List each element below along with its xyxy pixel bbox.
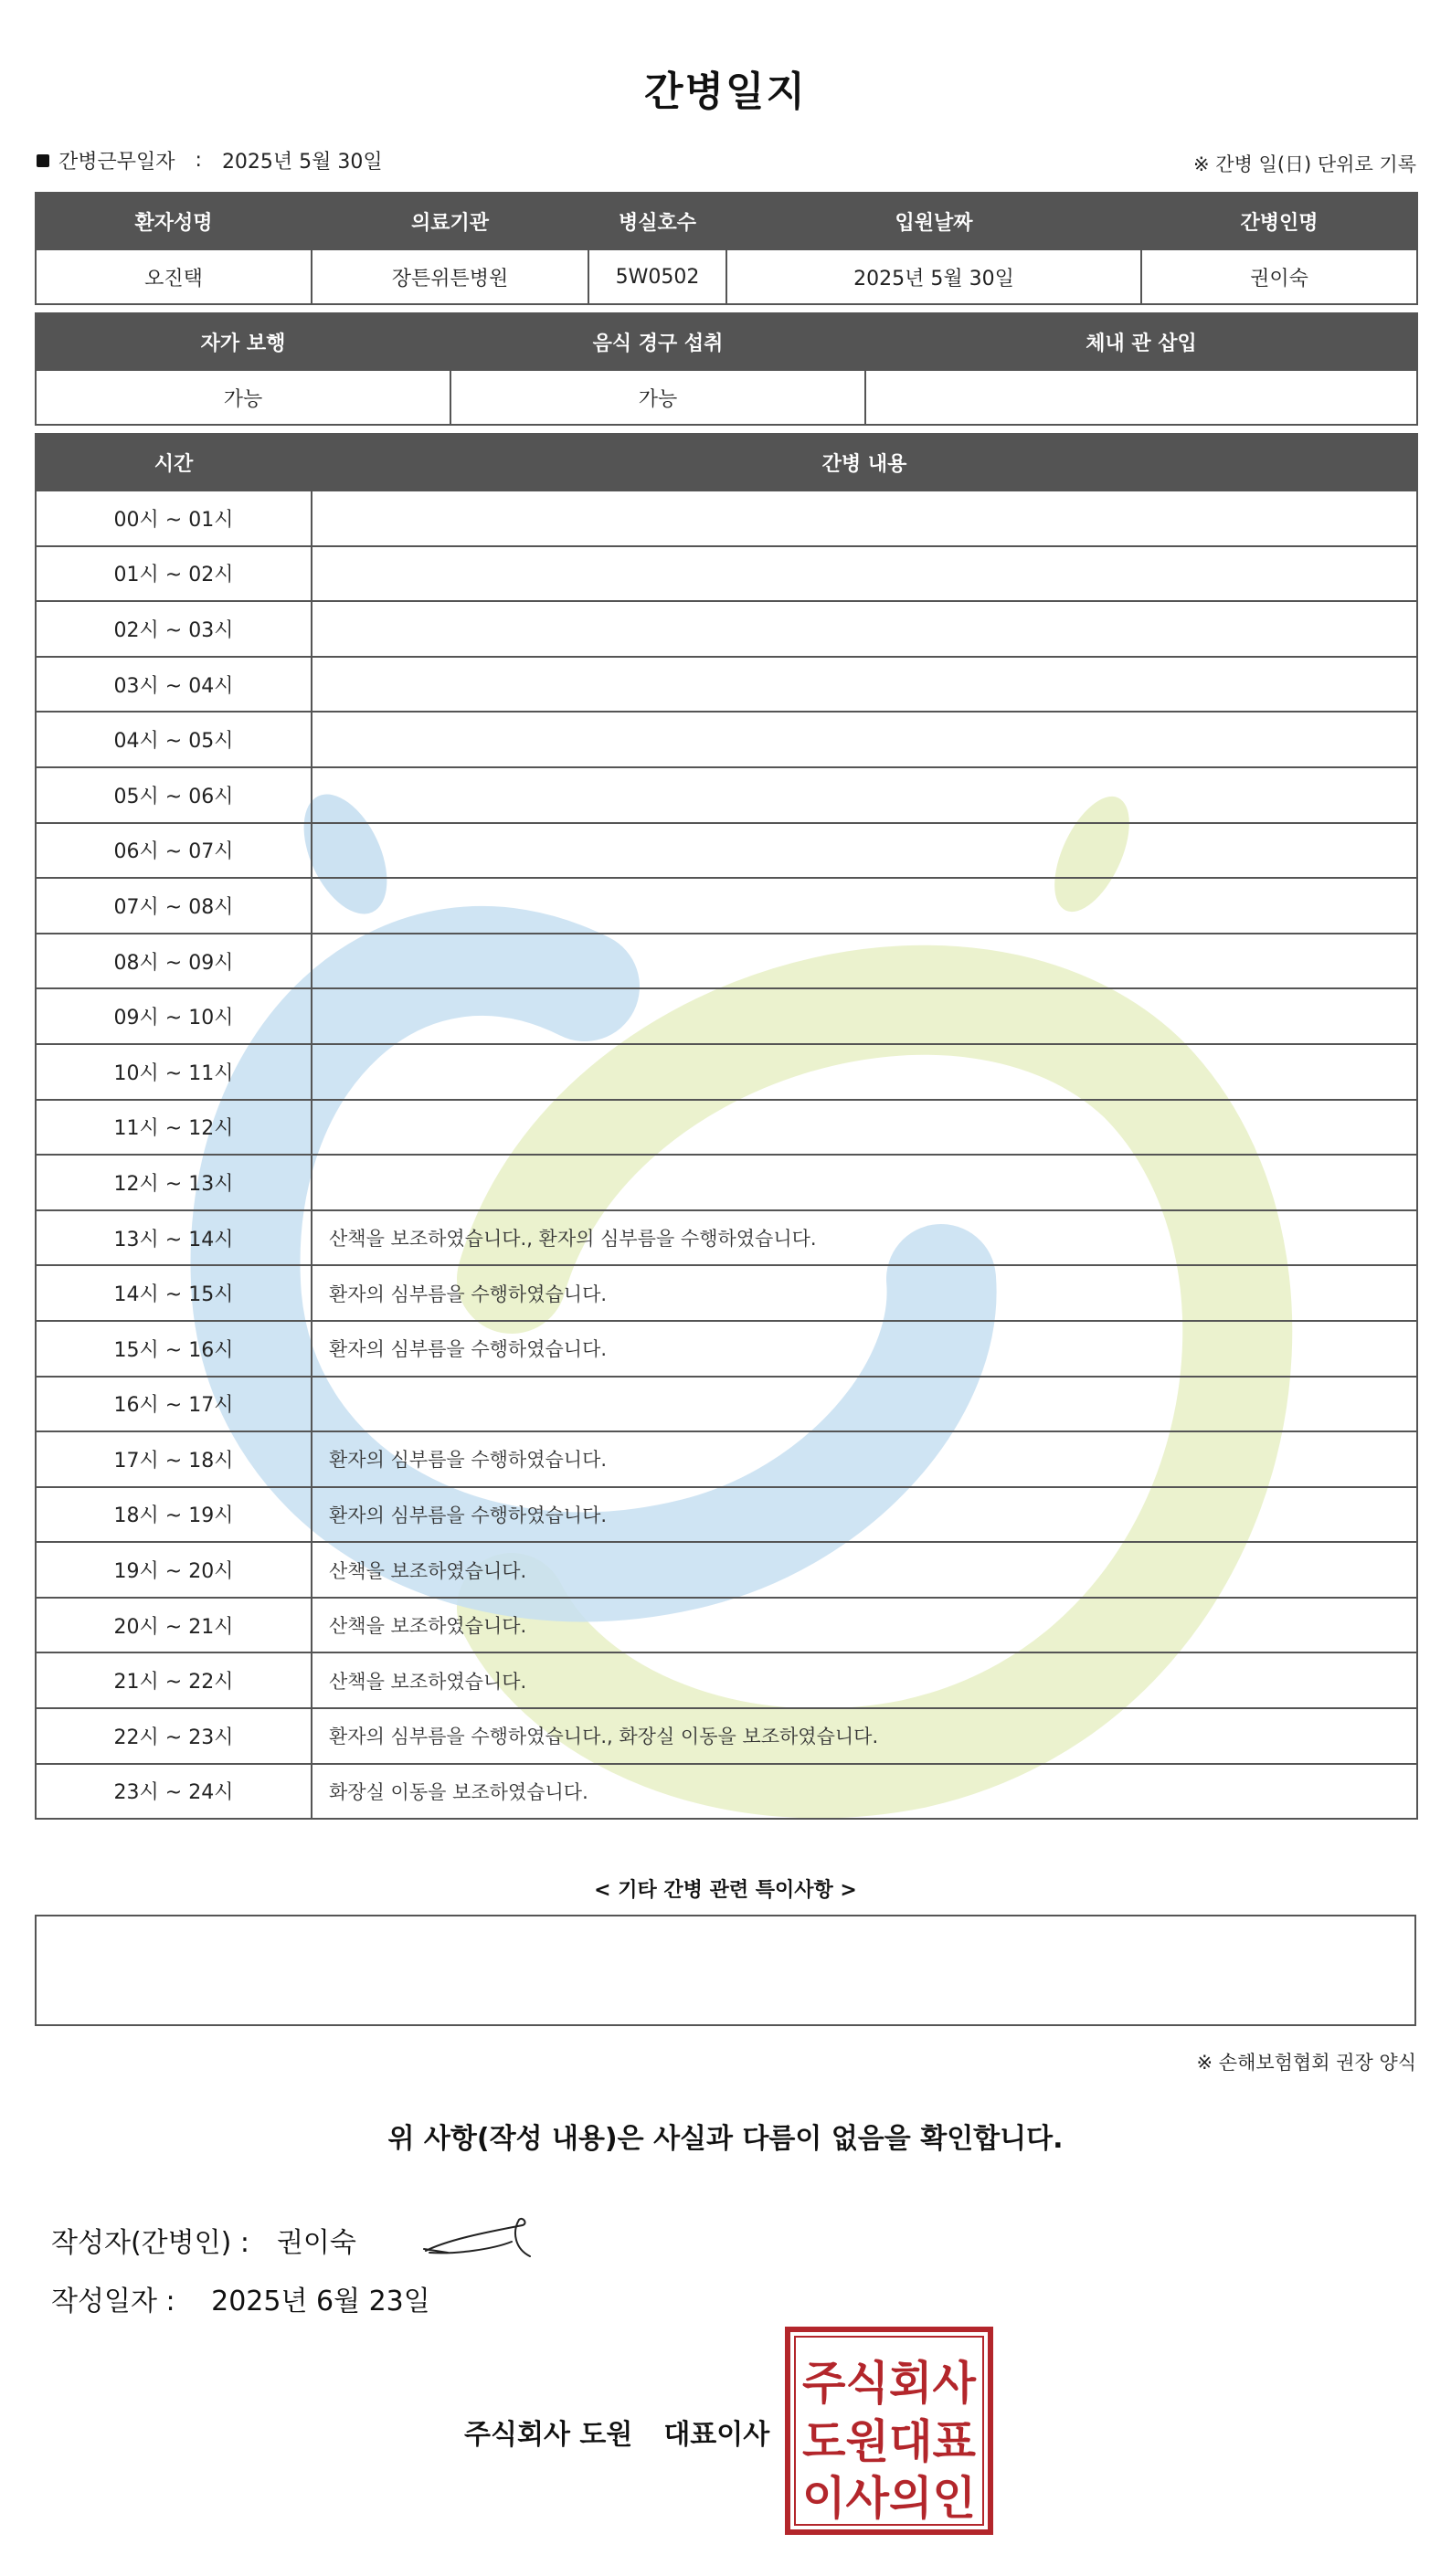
- patient-info-header-row: [36, 193, 1417, 249]
- table-row: [36, 878, 1417, 934]
- table-row: [36, 1431, 1417, 1487]
- written-date-value: 2025년 6월 23일: [211, 2286, 430, 2317]
- time-slot: 06시 ~ 07시: [36, 823, 312, 879]
- care-content: 환자의 심부름을 수행하였습니다.: [312, 1431, 1417, 1487]
- table-row: [36, 1542, 1417, 1598]
- time-slot: 10시 ~ 11시: [36, 1044, 312, 1100]
- care-content: 산책을 보조하였습니다., 환자의 심부름을 수행하였습니다.: [312, 1210, 1417, 1266]
- time-slot: 20시 ~ 21시: [36, 1598, 312, 1653]
- patient-name: 오진택: [36, 249, 312, 304]
- table-row: [36, 1487, 1417, 1543]
- table-row: [36, 1044, 1417, 1100]
- time-slot: 01시 ~ 02시: [36, 546, 312, 602]
- table-row: [36, 1377, 1417, 1432]
- care-content: 화장실 이동을 보조하였습니다.: [312, 1764, 1417, 1820]
- care-content: [312, 491, 1417, 546]
- table-row: [36, 1764, 1417, 1820]
- special-notes-heading: < 기타 간병 관련 특이사항 >: [594, 1879, 857, 1902]
- header-time: 시간: [36, 434, 312, 491]
- special-notes-box: [35, 1915, 1416, 2026]
- time-slot: 18시 ~ 19시: [36, 1487, 312, 1543]
- written-date-label: 작성일자 :: [51, 2286, 175, 2317]
- care-content: [312, 1100, 1417, 1156]
- time-slot: 07시 ~ 08시: [36, 878, 312, 934]
- ability-header-row: [36, 313, 1417, 370]
- header-self-walking: 자가 보행: [36, 313, 450, 370]
- self-walking-value: 가능: [36, 370, 450, 425]
- time-slot: 14시 ~ 15시: [36, 1265, 312, 1321]
- time-slot: 02시 ~ 03시: [36, 601, 312, 657]
- care-content: [312, 601, 1417, 657]
- care-content: 산책을 보조하였습니다.: [312, 1598, 1417, 1653]
- written-date-row: [51, 2278, 430, 2318]
- table-row: [36, 823, 1417, 879]
- time-slot: 19시 ~ 20시: [36, 1542, 312, 1598]
- care-content: [312, 823, 1417, 879]
- seal-line-1: 주식회사: [802, 2357, 977, 2410]
- meta-row: [35, 146, 1416, 177]
- care-content: 산책을 보조하였습니다.: [312, 1652, 1417, 1708]
- table-row: [36, 1598, 1417, 1653]
- time-slot: 22시 ~ 23시: [36, 1708, 312, 1764]
- header-room-number: 병실호수: [588, 193, 726, 249]
- log-body: [36, 491, 1417, 1819]
- table-row: [36, 767, 1417, 823]
- daily-record-note: ※ 간병 일(日) 단위로 기록: [1193, 153, 1416, 175]
- bullet-square-icon: [37, 154, 49, 167]
- table-row: [36, 601, 1417, 657]
- time-slot: 16시 ~ 17시: [36, 1377, 312, 1432]
- time-slot: 09시 ~ 10시: [36, 988, 312, 1044]
- table-row: [36, 1708, 1417, 1764]
- care-content: [312, 712, 1417, 767]
- table-row: [36, 1265, 1417, 1321]
- time-slot: 04시 ~ 05시: [36, 712, 312, 767]
- patient-info-table: [35, 192, 1418, 305]
- table-row: [36, 712, 1417, 767]
- seal-line-2: 도원대표: [802, 2415, 977, 2468]
- header-patient-name: 환자성명: [36, 193, 312, 249]
- time-slot: 08시 ~ 09시: [36, 934, 312, 989]
- table-row: [36, 1321, 1417, 1377]
- care-content: [312, 546, 1417, 602]
- care-content: [312, 988, 1417, 1044]
- room-number: 5W0502: [588, 249, 726, 304]
- header-caregiver-name: 간병인명: [1141, 193, 1417, 249]
- care-content: [312, 934, 1417, 989]
- care-content: 환자의 심부름을 수행하였습니다., 화장실 이동을 보조하였습니다.: [312, 1708, 1417, 1764]
- care-content: [312, 1377, 1417, 1432]
- recommended-form-note: ※ 손해보험협회 권장 양식: [1196, 2052, 1416, 2074]
- care-content: 환자의 심부름을 수행하였습니다.: [312, 1321, 1417, 1377]
- table-row: [36, 1155, 1417, 1210]
- caregiver-name: 권이숙: [1141, 249, 1417, 304]
- company-seal-stamp: [784, 2326, 994, 2536]
- time-slot: 11시 ~ 12시: [36, 1100, 312, 1156]
- header-oral-intake: 음식 경구 섭취: [450, 313, 865, 370]
- table-row: [36, 1210, 1417, 1266]
- table-row: [36, 657, 1417, 713]
- care-content: [312, 657, 1417, 713]
- time-slot: 12시 ~ 13시: [36, 1155, 312, 1210]
- care-content: 환자의 심부름을 수행하였습니다.: [312, 1487, 1417, 1543]
- header-admission-date: 입원날짜: [726, 193, 1141, 249]
- table-row: [36, 491, 1417, 546]
- seal-line-3: 이사의인: [802, 2472, 976, 2525]
- writer-name: 권이숙: [276, 2227, 356, 2259]
- company-signature: [464, 2412, 769, 2452]
- care-content: 산책을 보조하였습니다.: [312, 1542, 1417, 1598]
- admission-date: 2025년 5월 30일: [726, 249, 1141, 304]
- table-row: [36, 1100, 1417, 1156]
- writer-label: 작성자(간병인) :: [51, 2227, 249, 2259]
- work-date: [37, 146, 383, 174]
- page-title: 간병일지: [643, 69, 807, 115]
- time-slot: 17시 ~ 18시: [36, 1431, 312, 1487]
- time-slot: 05시 ~ 06시: [36, 767, 312, 823]
- oral-intake-value: 가능: [450, 370, 865, 425]
- work-date-separator: :: [195, 149, 202, 172]
- care-content: [312, 1155, 1417, 1210]
- patient-info-value-row: [36, 249, 1417, 304]
- confirmation-statement: 위 사항(작성 내용)은 사실과 다름이 없음을 확인합니다.: [387, 2123, 1064, 2155]
- header-tube-insertion: 체내 관 삽입: [865, 313, 1417, 370]
- patient-ability-table: [35, 312, 1418, 426]
- company-title: 대표이사: [663, 2419, 770, 2451]
- time-slot: 00시 ~ 01시: [36, 491, 312, 546]
- handwritten-signature: [420, 2212, 539, 2267]
- table-row: [36, 934, 1417, 989]
- header-care-content: 간병 내용: [312, 434, 1417, 491]
- care-content: [312, 878, 1417, 934]
- tube-insertion-value: [865, 370, 1417, 425]
- care-content: [312, 767, 1417, 823]
- table-row: [36, 1652, 1417, 1708]
- time-slot: 23시 ~ 24시: [36, 1764, 312, 1820]
- table-row: [36, 988, 1417, 1044]
- care-content: 환자의 심부름을 수행하였습니다.: [312, 1265, 1417, 1321]
- time-slot: 13시 ~ 14시: [36, 1210, 312, 1266]
- hourly-care-log-table: [35, 433, 1418, 1820]
- company-name: 주식회사 도원: [464, 2419, 633, 2451]
- work-date-value: 2025년 5월 30일: [221, 151, 383, 174]
- work-date-label: 간병근무일자: [58, 151, 175, 174]
- time-slot: 15시 ~ 16시: [36, 1321, 312, 1377]
- time-slot: 21시 ~ 22시: [36, 1652, 312, 1708]
- ability-value-row: [36, 370, 1417, 425]
- table-row: [36, 546, 1417, 602]
- time-slot: 03시 ~ 04시: [36, 657, 312, 713]
- hospital-name: 장튼위튼병원: [312, 249, 588, 304]
- header-hospital: 의료기관: [312, 193, 588, 249]
- writer-row: [51, 2212, 539, 2267]
- log-header-row: [36, 434, 1417, 491]
- care-content: [312, 1044, 1417, 1100]
